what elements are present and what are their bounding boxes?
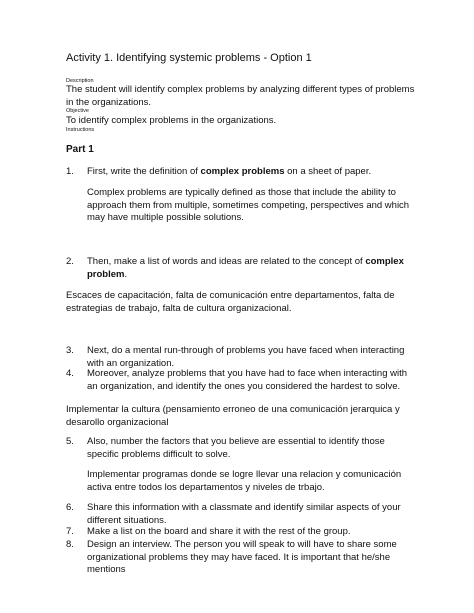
list-item-5: 5. Also, number the factors that you believe are essential to identify those specific problems difficult to solve. [66, 436, 385, 460]
instructions-label: Instructions [66, 127, 95, 133]
list-item-6: 6. Share this information with a classmate and identify similar aspects of your different situations. [66, 502, 401, 526]
list-item-number: 6. [66, 502, 74, 513]
bold-term: complex problem [87, 256, 404, 280]
activity-title: Activity 1. Identifying systemic problems - Option 1 [66, 52, 312, 64]
description-text: The student will identify complex problems by analyzing different types of problems in the organizations. [66, 84, 415, 108]
list-item-number: 8. [66, 539, 74, 550]
answer-2: Escaces de capacitación, falta de comunicación entre departamentos, falta de estrategias de trabajo, falta de cultura organizacional. [66, 290, 395, 314]
objective-text: To identify complex problems in the organizations. [66, 115, 277, 126]
list-item-number: 3. [66, 345, 74, 356]
description-label: Description [66, 78, 94, 84]
answer-5: Implementar programas donde se logre llevar una relacion y comunicación activa entre todos los departamentos y niveles de trbajo. [87, 469, 402, 493]
list-item-4: 4. Moreover, analyze problems that you have had to face when interacting with an organization, and identify the ones you considered the hardest to solve. [66, 368, 408, 392]
list-item-number: 5. [66, 436, 74, 447]
bold-term: complex problems [200, 166, 285, 177]
list-item-number: 2. [66, 256, 74, 267]
answer-4: Implementar la cultura (pensamiento erroneo de una comunicación jerarquica y desarollo organizacional [66, 404, 400, 428]
answer-1: Complex problems are typically defined as those that include the ability to approach them from multiple, sometimes competing, perspectives and which may have multiple possible solutions. [87, 187, 410, 223]
list-item-number: 4. [66, 368, 74, 379]
list-item-8: 8. Design an interview. The person you will speak to will have to share some organizational problems they may have faced. It is important that he/she mentions [66, 539, 397, 575]
list-item-number: 1. [66, 166, 74, 177]
list-item-2: 2. Then, make a list of words and ideas are related to the concept of complex problem. [66, 256, 404, 280]
part-heading: Part 1 [66, 144, 94, 155]
list-item-3: 3. Next, do a mental run-through of problems you have faced when interacting with an organization. [66, 345, 405, 369]
objective-label: Objective [66, 108, 89, 114]
list-item-number: 7. [66, 526, 74, 537]
list-item-7: 7. Make a list on the board and share it with the rest of the group. [66, 526, 351, 537]
list-item-1: 1. First, write the definition of complex problems on a sheet of paper. [66, 166, 372, 177]
